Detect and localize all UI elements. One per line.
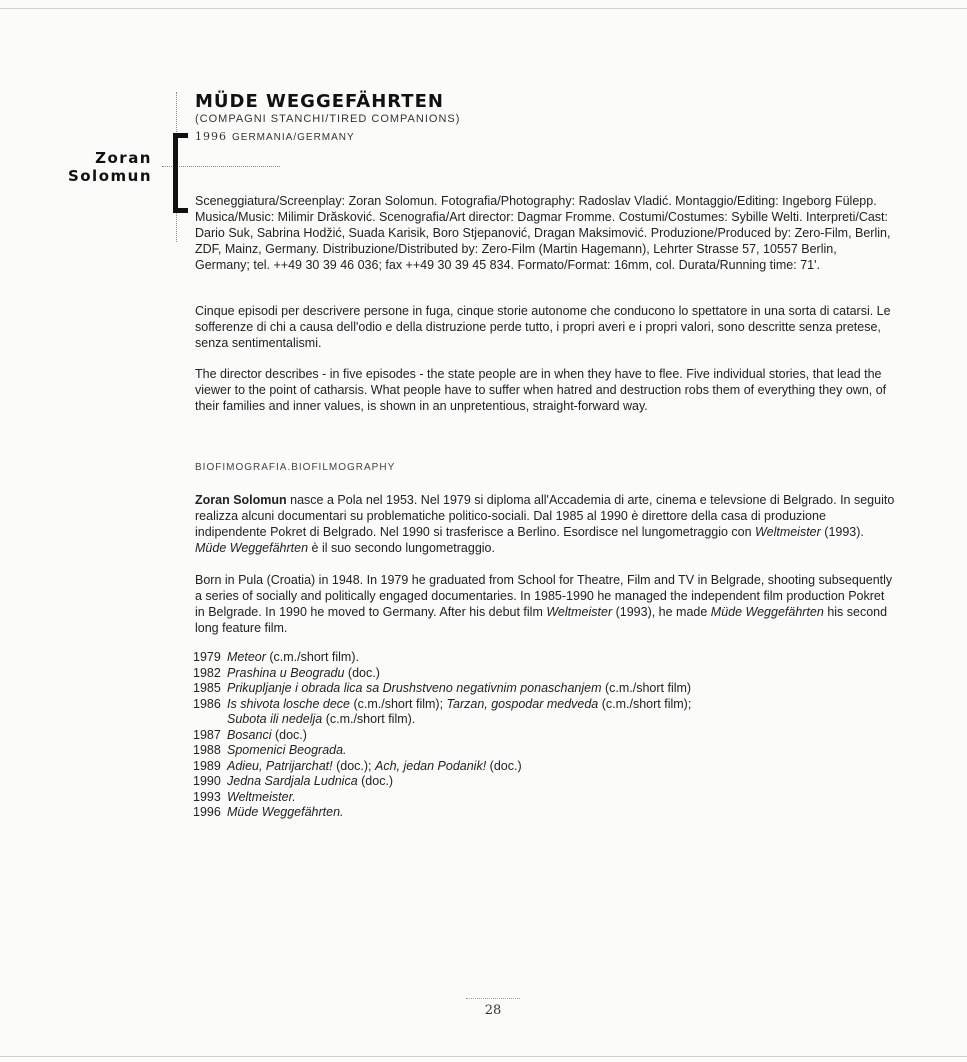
top-rule	[0, 8, 967, 9]
director-name	[68, 149, 152, 185]
filmography-list	[193, 650, 691, 821]
film-year: 1996	[195, 130, 227, 143]
filmography-item: 1985 Prikupljanje i obrada lica sa Drushstveno negativnim ponaschanjem (c.m./short film)	[193, 681, 692, 695]
film-country: GERMANIA/GERMANY	[232, 132, 355, 143]
filmography-item: 1993 Weltmeister.	[193, 789, 296, 804]
synopsis-italian: Cinque episodi per descrivere persone in fuga, cinque storie autonome che conducono lo spettatore in una sorta di catarsi. Le sofferenze di chi a causa dell'odio e della distruzione perde tutto, i propri averi e i propri valori, sono descritte senza pretese, senza sentimentalismi.	[195, 304, 891, 350]
biography-italian: Zoran Solomun nasce a Pola nel 1953. Nel 1979 si diploma all'Accademia di arte, cinema e televsione di Belgrado. In seguito realizza alcuni documentari su problematiche politico-sociali. Dal 1985 al 1990 è direttore della casa di produzione indipendente Pokret di Belgrado. Nel 1990 si trasferisce a Berlino. Esordisce nel lungometraggio con Weltmeister (1993). Müde Weggefährten è il suo secondo lungometraggio.	[195, 493, 895, 555]
film-title: MÜDE WEGGEFÄHRTEN	[195, 91, 444, 112]
film-ref: Weltmeister	[755, 525, 821, 539]
filmography-item: 1986 Is shivota losche dece (c.m./short film); Tarzan, gospodar medveda (c.m./short film);	[193, 696, 692, 711]
film-subtitle: (COMPAGNI STANCHI/TIRED COMPANIONS)	[195, 113, 461, 125]
filmography-item: 1989 Adieu, Patrijarchat! (doc.); Ach, jedan Podanik! (doc.)	[193, 758, 522, 773]
filmography-item: 1987 Bosanci (doc.)	[193, 727, 307, 742]
bio-name: Zoran Solomun	[195, 493, 287, 507]
film-ref: Weltmeister	[546, 605, 613, 619]
footer-dotted-rule	[466, 998, 520, 999]
film-ref: Müde Weggefährten	[195, 541, 309, 555]
director-last-name: Solomun	[67, 167, 152, 185]
bracket-mark	[173, 133, 188, 213]
page-number: 28	[484, 1003, 502, 1018]
biography-english: Born in Pula (Croatia) in 1948. In 1979 he graduated from School for Theatre, Film and TV in Belgrade, shooting subsequently a series of socially and politically engaged documentaries. In 1985-1990 he managed the independent film production Pokret in Belgrade. In 1990 he moved to Germany. After his debut film Weltmeister (1993), he made Müde Weggefährten his second long feature film.	[195, 573, 893, 635]
synopsis-english: The director describes - in five episodes - the state people are in when they have to flee. Five individual stories, that lead the viewer to the point of catharsis. What people have to suffer when hatred and destruction robs them of everything they own, of their families and inner values, is shown in an unpretentious, straight-forward way.	[195, 367, 887, 413]
biofilmography-heading: BIOFIMOGRAFIA.BIOFILMOGRAPHY	[195, 462, 396, 473]
credits-paragraph: Sceneggiatura/Screenplay: Zoran Solomun. Fotografia/Photography: Radoslav Vladić. Montaggio/Editing: Ingeborg Fülepp. Musica/Music: Milimir Drăsković. Scenografia/Art director: Dagmar Fromme. Costumi/Costumes: Sybille Welti. Interpreti/Cast: Dario Suk, Sabrina Hodžić, Suada Karisik, Boro Stjepanović, Dragan Maksimović. Produzione/Produced by: Zero-Film, Berlin, ZDF, Mainz, Germany. Distribuzione/Distributed by: Zero-Film (Martin Hagemann), Lehrter Strasse 57, 10557 Berlin, Germany; tel. ++49 30 39 46 036; fax ++49 30 39 45 834. Formato/Format: 16mm, col. Durata/Running time: 71'.	[195, 194, 891, 272]
filmography-item: 1988 Spomenici Beograda.	[193, 743, 347, 757]
filmography-item-continued: Subota ili nedelja (c.m./short film).	[227, 712, 416, 726]
director-first-name: Zoran	[95, 149, 152, 167]
film-ref: Müde Weggefährten	[710, 605, 824, 619]
filmography-item: 1982 Prashina u Beogradu (doc.)	[193, 665, 380, 680]
filmography-item: 1979 Meteor (c.m./short film).	[193, 650, 359, 664]
filmography-item: 1990 Jedna Sardjala Ludnica (doc.)	[193, 774, 394, 788]
filmography-item: 1996 Müde Weggefährten.	[193, 805, 344, 819]
film-year-country	[195, 130, 355, 143]
bottom-rule	[0, 1056, 967, 1057]
